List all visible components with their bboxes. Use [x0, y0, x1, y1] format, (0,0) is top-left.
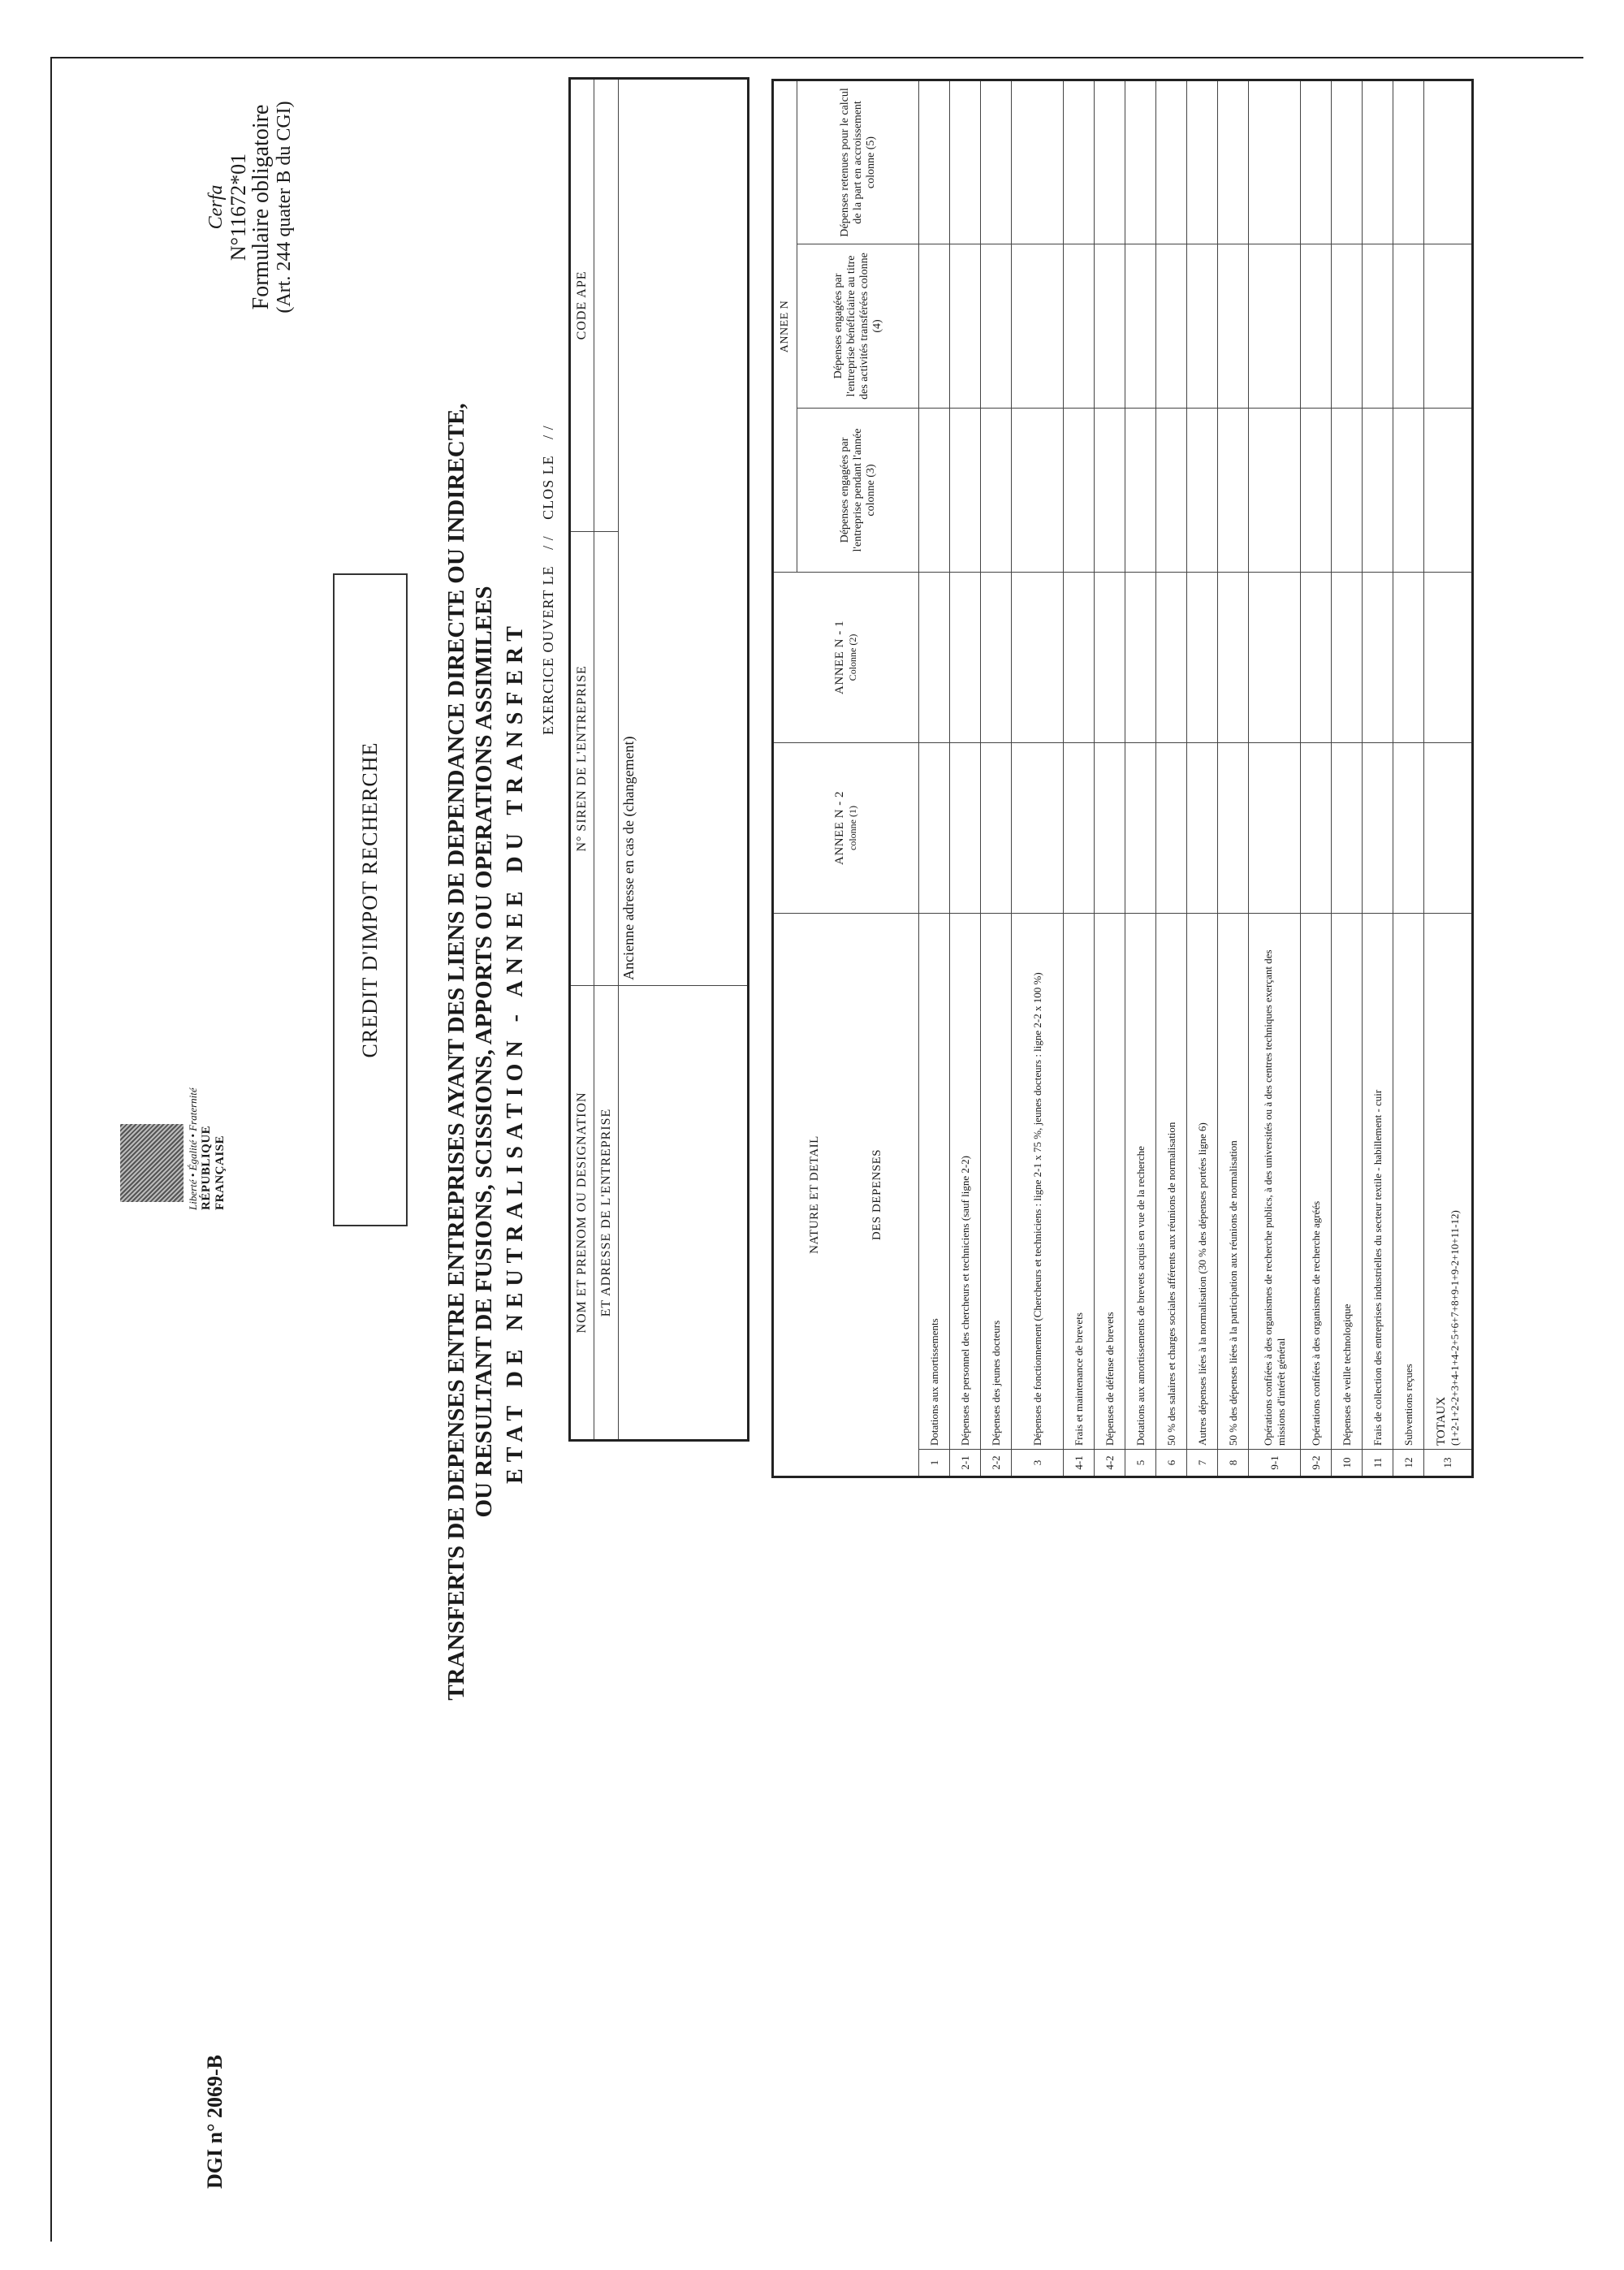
cell-n2[interactable] — [1012, 742, 1064, 913]
form-titles — [443, 240, 532, 1864]
cell-col5[interactable] — [1125, 80, 1156, 244]
cell-n1[interactable] — [981, 572, 1012, 742]
cell-n1[interactable] — [1064, 572, 1095, 742]
cell-col5[interactable] — [919, 80, 950, 244]
cell-col5[interactable] — [1249, 80, 1301, 244]
cell-col3[interactable] — [1187, 408, 1218, 572]
table-row — [1393, 80, 1424, 1477]
year-n2-col: colonne (1) — [847, 806, 858, 850]
cell-col4[interactable] — [1125, 244, 1156, 408]
cell-col4[interactable] — [1393, 244, 1424, 408]
cell-n1[interactable] — [1332, 572, 1363, 742]
row-number: 2-2 — [981, 1450, 1012, 1477]
old-address-field[interactable] — [619, 79, 749, 986]
table-row — [1363, 80, 1393, 1477]
cell-n2[interactable] — [1064, 742, 1095, 913]
row-number: 2-1 — [950, 1450, 981, 1477]
cell-n1[interactable] — [1363, 572, 1393, 742]
cell-col5[interactable] — [1393, 80, 1424, 244]
cell-col4[interactable] — [919, 244, 950, 408]
expenses-table — [771, 79, 1474, 1478]
cell-col4[interactable] — [1249, 244, 1301, 408]
exercise-opened-date[interactable]: / / — [540, 535, 556, 550]
table-row — [1156, 80, 1187, 1477]
row-number: 4-1 — [1064, 1450, 1095, 1477]
cell-n2[interactable] — [981, 742, 1012, 913]
nature-header-line2: DES DEPENSES — [870, 1148, 883, 1241]
row-label: Dépenses de défense de brevets — [1095, 913, 1125, 1449]
siren-field[interactable] — [594, 531, 619, 985]
row-number: 8 — [1218, 1450, 1249, 1477]
row-number: 4-2 — [1095, 1450, 1125, 1477]
table-row — [950, 80, 981, 1477]
cell-n2[interactable] — [1393, 742, 1424, 913]
row-label: Dépenses de fonctionnement (Chercheurs et techniciens : ligne 2-1 x 75 %, jeunes docteurs : ligne 2-2 x 100 %) — [1012, 913, 1064, 1449]
nature-header — [773, 913, 919, 1477]
row-label: Dépenses de personnel des chercheurs et techniciens (sauf ligne 2-2) — [950, 913, 981, 1449]
cell-col4[interactable] — [1095, 244, 1125, 408]
title-line-3: ETAT DE NEUTRALISATION - ANNEE DU TRANSFERT — [503, 620, 528, 1484]
cell-col3[interactable] — [981, 408, 1012, 572]
cell-col3[interactable] — [919, 408, 950, 572]
nature-header-line1: NATURE ET DETAIL — [808, 1135, 821, 1254]
cell-n1[interactable] — [1218, 572, 1249, 742]
row-number: 7 — [1187, 1450, 1218, 1477]
table-row — [1249, 80, 1301, 1477]
totals-formula: (1+2-1+2-2+3+4-1+4-2+5+6+7+8+9-1+9-2+10+11-12) — [1448, 1210, 1461, 1446]
totals-label-cell — [1424, 913, 1473, 1449]
cell-n2[interactable] — [1424, 742, 1473, 913]
cell-n2[interactable] — [1095, 742, 1125, 913]
cell-col3[interactable] — [1064, 408, 1095, 572]
cell-col5[interactable] — [1424, 80, 1473, 244]
cell-n1[interactable] — [950, 572, 981, 742]
table-row — [1064, 80, 1095, 1477]
row-number: 10 — [1332, 1450, 1363, 1477]
name-label: NOM ET PRENOM OU DESIGNATION — [570, 985, 594, 1440]
row-label: Autres dépenses liées à la normalisation (30 % des dépenses portées ligne 6) — [1187, 913, 1218, 1449]
col-3-header: Dépenses engagées par l'entreprise pendant l'année colonne (3) — [797, 408, 919, 572]
cell-n1[interactable] — [1156, 572, 1187, 742]
table-row — [1332, 80, 1363, 1477]
cell-col3[interactable] — [1363, 408, 1393, 572]
row-label: Dépenses des jeunes docteurs — [981, 913, 1012, 1449]
cell-n2[interactable] — [919, 742, 950, 913]
address-label: ET ADRESSE DE L'ENTREPRISE — [594, 985, 619, 1440]
row-label: Dotations aux amortissements — [919, 913, 950, 1449]
cell-col4[interactable] — [1156, 244, 1187, 408]
republic-name: RÉPUBLIQUE FRANÇAISE — [200, 1125, 227, 1210]
cell-col3[interactable] — [1393, 408, 1424, 572]
cell-col3[interactable] — [1249, 408, 1301, 572]
year-n1-title: ANNEE N - 1 — [833, 620, 846, 694]
year-n-header: ANNEE N — [773, 80, 797, 572]
title-line-2: OU RESULTANT DE FUSIONS, SCISSIONS, APPORTS OU OPERATIONS ASSIMILEES — [471, 586, 497, 1518]
credit-title-box — [333, 573, 408, 1226]
row-label: Frais et maintenance de brevets — [1064, 913, 1095, 1449]
cell-n1[interactable] — [1125, 572, 1156, 742]
exercise-dates — [540, 413, 557, 735]
cell-col3[interactable] — [1156, 408, 1187, 572]
cell-n1[interactable] — [919, 572, 950, 742]
row-number: 9-2 — [1301, 1450, 1332, 1477]
year-n2-title: ANNEE N - 2 — [833, 791, 846, 865]
row-number: 12 — [1393, 1450, 1424, 1477]
credit-title: CREDIT D'IMPOT RECHERCHE — [358, 742, 382, 1058]
table-row — [919, 80, 950, 1477]
cell-col3[interactable] — [1424, 408, 1473, 572]
row-number: 1 — [919, 1450, 950, 1477]
cell-col5[interactable] — [1012, 80, 1064, 244]
table-row — [1095, 80, 1125, 1477]
cell-col5[interactable] — [1363, 80, 1393, 244]
row-label: Subventions reçues — [1393, 913, 1424, 1449]
cell-col5[interactable] — [981, 80, 1012, 244]
cell-col5[interactable] — [1218, 80, 1249, 244]
form-number: DGI n° 2069-B — [203, 2055, 227, 2189]
cell-col4[interactable] — [1012, 244, 1064, 408]
year-n2-header — [773, 742, 919, 913]
cell-col5[interactable] — [1095, 80, 1125, 244]
cerfa-label: Cerfa — [205, 184, 227, 230]
cell-col5[interactable] — [1301, 80, 1332, 244]
exercise-closed-date[interactable]: / / — [540, 425, 556, 439]
col-5-header: Dépenses retenues pour le calcul de la part en accroissement colonne (5) — [797, 80, 919, 244]
cell-col5[interactable] — [950, 80, 981, 244]
cell-col3[interactable] — [1332, 408, 1363, 572]
republic-motto: Liberté • Égalité • Fraternité — [187, 1087, 199, 1210]
identity-table — [568, 77, 749, 1442]
cell-n2[interactable] — [1218, 742, 1249, 913]
exercise-closed-label: CLOS LE — [540, 455, 556, 520]
cell-col4[interactable] — [1187, 244, 1218, 408]
cell-n2[interactable] — [950, 742, 981, 913]
title-line-1: TRANSFERTS DE DEPENSES ENTRE ENTREPRISES AYANT DES LIENS DE DEPENDANCE DIRECTE OU INDIRECTE, — [443, 403, 469, 1701]
cell-n2[interactable] — [1332, 742, 1363, 913]
ape-label: CODE APE — [570, 79, 594, 532]
row-number: 9-1 — [1249, 1450, 1301, 1477]
row-number: 5 — [1125, 1450, 1156, 1477]
cell-col4[interactable] — [1424, 244, 1473, 408]
cell-n2[interactable] — [1156, 742, 1187, 913]
legal-article: (Art. 244 quater B du CGI) — [274, 101, 295, 313]
cerfa-number: N°11672*01 — [227, 153, 250, 262]
col-4-header: Dépenses engagées par l'entreprise bénéficiaire au titre des activités transférées colonne (4) — [797, 244, 919, 408]
row-number: 11 — [1363, 1450, 1393, 1477]
cell-col5[interactable] — [1064, 80, 1095, 244]
year-n1-col: Colonne (2) — [847, 633, 858, 681]
row-label: Dotations aux amortissements de brevets acquis en vue de la recherche — [1125, 913, 1156, 1449]
cell-n2[interactable] — [1187, 742, 1218, 913]
cell-n2[interactable] — [1301, 742, 1332, 913]
row-number: 3 — [1012, 1450, 1064, 1477]
old-address-label: Ancienne adresse en cas de (changement) — [620, 736, 637, 980]
table-row — [1301, 80, 1332, 1477]
cell-n2[interactable] — [1249, 742, 1301, 913]
table-row — [1125, 80, 1156, 1477]
cell-n1[interactable] — [1424, 572, 1473, 742]
cerfa-block — [205, 37, 296, 378]
cell-col3[interactable] — [1218, 408, 1249, 572]
cell-n1[interactable] — [1301, 572, 1332, 742]
totals-row — [1424, 80, 1473, 1477]
row-label: 50 % des salaires et charges sociales afférents aux réunions de normalisation — [1156, 913, 1187, 1449]
year-n1-header — [773, 572, 919, 742]
row-label: Opérations confiées à des organismes de recherche agréés — [1301, 913, 1332, 1449]
republic-logo — [120, 1056, 227, 1210]
cell-col3[interactable] — [950, 408, 981, 572]
exercise-opened-label: EXERCICE OUVERT LE — [540, 565, 556, 735]
cell-col3[interactable] — [1012, 408, 1064, 572]
cell-col5[interactable] — [1332, 80, 1363, 244]
row-number: 13 — [1424, 1450, 1473, 1477]
cell-col4[interactable] — [1332, 244, 1363, 408]
cell-n1[interactable] — [1012, 572, 1064, 742]
cell-n1[interactable] — [1249, 572, 1301, 742]
table-row — [1218, 80, 1249, 1477]
cell-col3[interactable] — [1125, 408, 1156, 572]
cell-n2[interactable] — [1363, 742, 1393, 913]
cell-col4[interactable] — [1363, 244, 1393, 408]
cell-col4[interactable] — [981, 244, 1012, 408]
cell-col3[interactable] — [1301, 408, 1332, 572]
row-label: Opérations confiées à des organismes de recherche publics, à des universités ou à des centres techniques exerçant des missions d'intérêt général — [1249, 913, 1301, 1449]
row-label: Dépenses de veille technologique — [1332, 913, 1363, 1449]
mandatory-form-label: Formulaire obligatoire — [248, 104, 274, 310]
cell-n1[interactable] — [1187, 572, 1218, 742]
cell-col5[interactable] — [1187, 80, 1218, 244]
cell-col4[interactable] — [1064, 244, 1095, 408]
address-field[interactable] — [619, 985, 749, 1440]
table-row — [1187, 80, 1218, 1477]
cell-col4[interactable] — [950, 244, 981, 408]
cell-n1[interactable] — [1095, 572, 1125, 742]
totals-label: TOTAUX — [1434, 1396, 1448, 1446]
cell-col3[interactable] — [1095, 408, 1125, 572]
marianne-logo-icon — [120, 1124, 184, 1202]
row-number: 6 — [1156, 1450, 1187, 1477]
cell-n2[interactable] — [1125, 742, 1156, 913]
cell-n1[interactable] — [1393, 572, 1424, 742]
cell-col4[interactable] — [1218, 244, 1249, 408]
table-row — [1012, 80, 1064, 1477]
row-label: Frais de collection des entreprises industrielles du secteur textile - habillement - cuir — [1363, 913, 1393, 1449]
cell-col5[interactable] — [1156, 80, 1187, 244]
row-label: 50 % des dépenses liées à la participation aux réunions de normalisation — [1218, 913, 1249, 1449]
cell-col4[interactable] — [1301, 244, 1332, 408]
table-row — [981, 80, 1012, 1477]
siren-label: N° SIREN DE L'ENTREPRISE — [570, 531, 594, 985]
ape-field[interactable] — [594, 79, 619, 532]
